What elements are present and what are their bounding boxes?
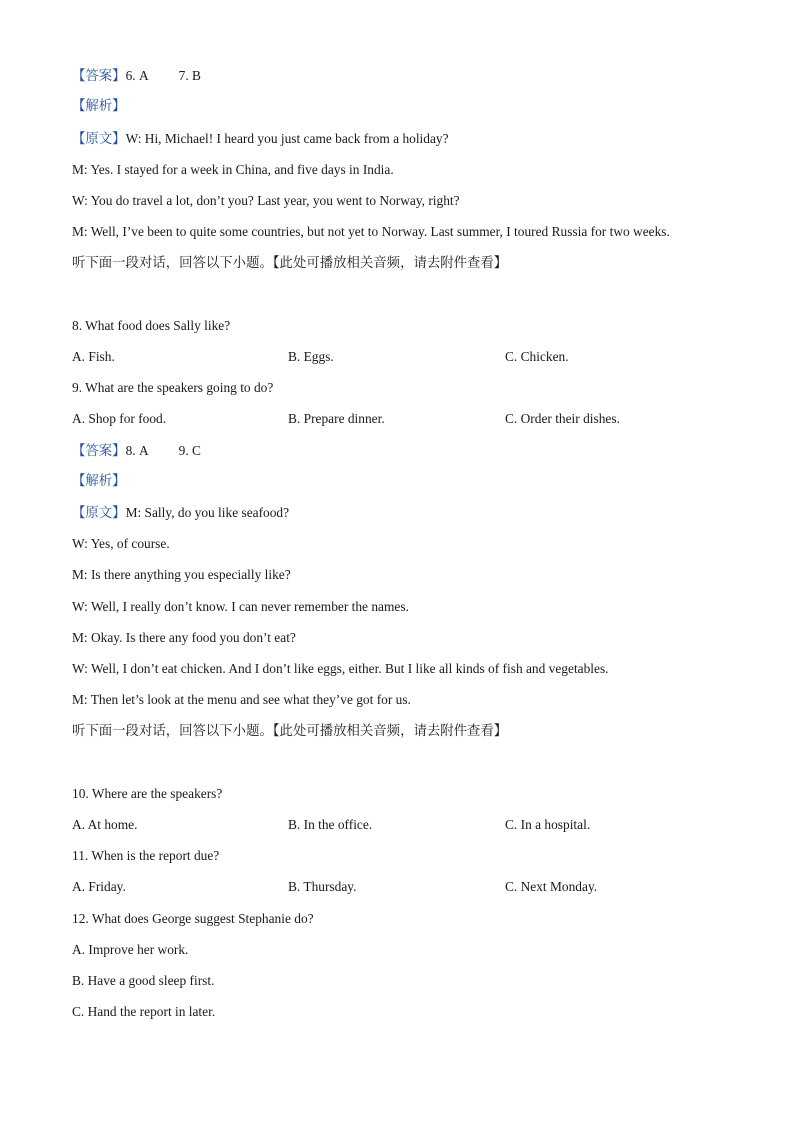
answer-9: 9. C xyxy=(178,443,201,458)
option-a: A. Improve her work. xyxy=(72,942,189,957)
question-12: 12. What does George suggest Stephanie do? xyxy=(72,911,314,926)
answer-7: 7. B xyxy=(178,68,201,83)
listening-instruction: 听下面一段对话，回答以下小题。【此处可播放相关音频，请去附件查看】 xyxy=(72,256,508,271)
answer-line-1 xyxy=(72,68,201,85)
dialogue-line: M: Okay. Is there any food you don’t eat? xyxy=(72,630,296,645)
dialogue-line: W: Yes, of course. xyxy=(72,536,170,551)
option-a: A. At home. xyxy=(72,817,138,832)
option-a: A. Friday. xyxy=(72,879,126,894)
option-c: C. Order their dishes. xyxy=(505,411,620,426)
answer-line-2 xyxy=(72,443,201,460)
question-11: 11. When is the report due? xyxy=(72,848,220,863)
analysis-tag: 【解析】 xyxy=(72,474,126,489)
question-10: 10. Where are the speakers? xyxy=(72,786,223,801)
dialogue-line: M: Well, I’ve been to quite some countries, but not yet to Norway. Last summer, I toured Russia for two weeks. xyxy=(72,224,670,239)
original-tag: 【原文】 xyxy=(72,506,126,521)
dialogue-line: W: You do travel a lot, don’t you? Last year, you went to Norway, right? xyxy=(72,193,460,208)
answer-6: 6. A xyxy=(125,68,149,83)
dialogue-line: M: Is there anything you especially like? xyxy=(72,567,291,582)
option-b: B. Eggs. xyxy=(288,349,334,364)
answer-tag: 【答案】 xyxy=(72,69,126,84)
dialogue-line: M: Then let’s look at the menu and see what they’ve got for us. xyxy=(72,692,411,707)
dialogue-line: M: Yes. I stayed for a week in China, and five days in India. xyxy=(72,162,394,177)
option-b: B. In the office. xyxy=(288,817,373,832)
dialogue-line xyxy=(72,131,449,148)
listening-instruction: 听下面一段对话，回答以下小题。【此处可播放相关音频，请去附件查看】 xyxy=(72,724,508,739)
dialogue-text: M: Sally, do you like seafood? xyxy=(125,505,290,520)
dialogue-line xyxy=(72,505,289,522)
option-b: B. Prepare dinner. xyxy=(288,411,385,426)
option-b: B. Have a good sleep first. xyxy=(72,973,215,988)
answer-8: 8. A xyxy=(125,443,149,458)
option-a: A. Shop for food. xyxy=(72,411,167,426)
option-c: C. Next Monday. xyxy=(505,879,598,894)
dialogue-line: W: Well, I don’t eat chicken. And I don’t like eggs, either. But I like all kinds of fish and vegetables. xyxy=(72,661,609,676)
question-9: 9. What are the speakers going to do? xyxy=(72,380,274,395)
original-tag: 【原文】 xyxy=(72,132,126,147)
dialogue-text: W: Hi, Michael! I heard you just came back from a holiday? xyxy=(125,131,449,146)
option-c: C. Hand the report in later. xyxy=(72,1004,216,1019)
dialogue-line: W: Well, I really don’t know. I can never remember the names. xyxy=(72,599,409,614)
option-c: C. Chicken. xyxy=(505,349,569,364)
answer-tag: 【答案】 xyxy=(72,444,126,459)
option-c: C. In a hospital. xyxy=(505,817,591,832)
option-b: B. Thursday. xyxy=(288,879,357,894)
question-8: 8. What food does Sally like? xyxy=(72,318,231,333)
option-a: A. Fish. xyxy=(72,349,115,364)
analysis-tag: 【解析】 xyxy=(72,99,126,114)
